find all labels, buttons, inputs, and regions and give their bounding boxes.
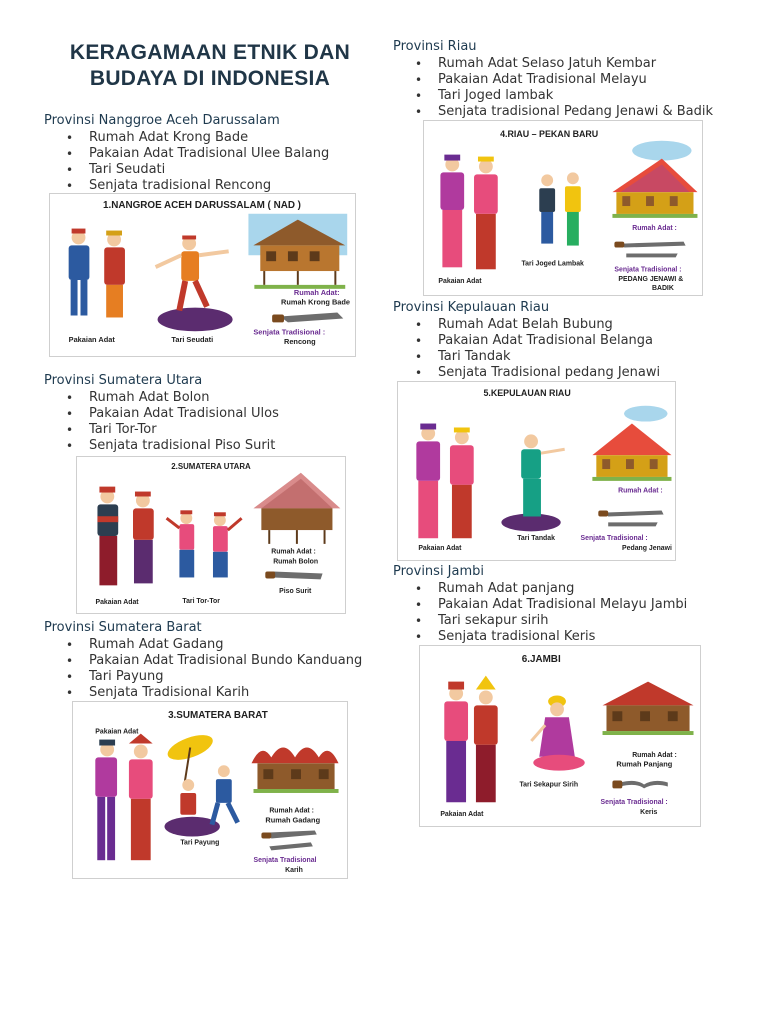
tari-caption: Tari Seudati <box>171 335 214 345</box>
weapon-icon <box>272 313 343 323</box>
rumah-label: Rumah Adat: <box>293 287 340 297</box>
traditional-costume-figure <box>416 424 473 539</box>
list-item: • Senjata tradisional Keris <box>415 629 687 645</box>
section-sumatera-barat <box>44 620 362 701</box>
dancer-figure <box>531 695 584 770</box>
section-riau <box>393 39 713 120</box>
aceh-illustration <box>49 193 356 357</box>
rumah-caption: Rumah Bolon <box>273 558 319 566</box>
sumbar-illustration-graphic <box>73 702 347 878</box>
dancer-figure <box>539 172 581 245</box>
tari-caption: Tari Tor-Tor <box>182 598 220 606</box>
senjata-caption: Rencong <box>283 337 316 347</box>
weapon-icon <box>614 242 685 258</box>
jambi-illustration-graphic <box>420 646 700 826</box>
senjata-label: Senjata Tradisional : <box>580 535 648 543</box>
list-item: • Pakaian Adat Tradisional Ulos <box>66 406 279 422</box>
list-item: • Pakaian Adat Tradisional Melayu <box>415 72 713 88</box>
list-item: • Senjata tradisional Pedang Jenawi & Badik <box>415 104 713 120</box>
aceh-illustration-graphic <box>50 194 355 356</box>
dancer-figure <box>501 434 564 531</box>
rumah-caption: Rumah Krong Bade <box>281 297 351 307</box>
province-list <box>415 581 687 645</box>
rumah-label: Rumah Adat : <box>269 807 314 815</box>
list-item: • Rumah Adat panjang <box>415 581 687 597</box>
list-item: • Senjata Tradisional Karih <box>66 685 362 701</box>
traditional-costume-figure <box>95 734 152 861</box>
province-heading: Provinsi Sumatera Utara <box>44 373 203 388</box>
list-item: • Senjata Tradisional pedang Jenawi <box>415 365 660 381</box>
list-item: • Senjata tradisional Piso Surit <box>66 438 279 454</box>
pakaian-caption: Pakaian Adat <box>95 599 139 607</box>
list-item: • Rumah Adat Gadang <box>66 637 362 653</box>
province-heading: Provinsi Sumatera Barat <box>44 620 202 635</box>
riau-illustration <box>423 120 703 296</box>
senjata-caption: Karih <box>285 867 303 875</box>
section-sumatera-utara <box>44 373 279 454</box>
senjata-label: Senjata Tradisional <box>253 857 317 865</box>
list-item: • Tari Tandak <box>415 349 660 365</box>
traditional-costume-figure <box>444 676 497 803</box>
senjata-label: Senjata Tradisional : <box>253 327 326 337</box>
list-item: • Rumah Adat Bolon <box>66 390 279 406</box>
list-item: • Pakaian Adat Tradisional Ulee Balang <box>66 146 329 162</box>
list-item: • Tari Payung <box>66 669 362 685</box>
weapon-icon <box>598 511 663 527</box>
senjata-label: Senjata Tradisional : <box>600 799 668 807</box>
page-title-line-2: BUDAYA DI INDONESIA <box>89 67 331 90</box>
list-item: • Rumah Adat Selaso Jatuh Kembar <box>415 56 713 72</box>
list-item: • Pakaian Adat Tradisional Bundo Kanduang <box>66 653 362 669</box>
senjata-caption: Keris <box>640 809 658 817</box>
illustration-title: 2.SUMATERA UTARA <box>171 461 251 471</box>
page-title <box>40 40 380 92</box>
traditional-house-illustration <box>253 473 340 544</box>
sumut-illustration <box>76 456 346 614</box>
senjata-label: Senjata Tradisional : <box>614 266 682 274</box>
illustration-title: 4.RIAU – PEKAN BARU <box>500 128 599 139</box>
list-item: • Tari Tor-Tor <box>66 422 279 438</box>
senjata-caption-line-2: BADIK <box>651 285 674 293</box>
section-aceh <box>44 113 329 194</box>
province-list <box>415 56 713 120</box>
section-jambi <box>393 564 687 645</box>
illustration-title: 1.NANGROE ACEH DARUSSALAM ( NAD ) <box>103 199 301 211</box>
province-list <box>66 390 279 454</box>
pakaian-caption: Pakaian Adat <box>438 278 482 286</box>
dancer-figure <box>156 235 233 331</box>
rumah-caption: Rumah Panjang <box>616 759 673 769</box>
list-item: • Pakaian Adat Tradisional Belanga <box>415 333 660 349</box>
weapon-icon <box>265 572 322 580</box>
pakaian-caption: Pakaian Adat <box>95 728 139 736</box>
rumah-label: Rumah Adat : <box>271 548 316 556</box>
rumah-caption: Rumah Gadang <box>265 815 321 825</box>
senjata-caption: Piso Surit <box>279 588 312 596</box>
jambi-illustration <box>419 645 701 827</box>
traditional-house-illustration <box>612 141 697 218</box>
traditional-costume-figure <box>69 229 125 318</box>
traditional-house-illustration <box>592 406 671 481</box>
list-item: • Tari Seudati <box>66 162 329 178</box>
tari-caption: Tari Sekapur Sirih <box>519 781 579 789</box>
kepri-illustration-graphic <box>398 382 675 560</box>
traditional-house-illustration <box>252 747 339 792</box>
tari-caption: Tari Tandak <box>517 535 555 543</box>
sumbar-illustration <box>72 701 348 879</box>
illustration-title: 6.JAMBI <box>521 653 561 665</box>
list-item: • Tari sekapur sirih <box>415 613 687 629</box>
province-list <box>415 317 660 381</box>
rumah-label: Rumah Adat : <box>632 224 677 232</box>
dancer-figure <box>167 510 242 577</box>
tari-caption: Tari Payung <box>180 839 220 847</box>
senjata-caption: Pedang Jenawi <box>622 545 672 553</box>
pakaian-caption: Pakaian Adat <box>440 811 484 819</box>
traditional-costume-figure <box>97 487 153 586</box>
province-heading: Provinsi Nanggroe Aceh Darussalam <box>44 113 280 128</box>
rumah-label: Rumah Adat : <box>618 487 663 495</box>
traditional-house-illustration <box>603 682 694 735</box>
traditional-costume-figure <box>440 155 497 270</box>
province-heading: Provinsi Jambi <box>393 564 485 579</box>
section-kepulauan-riau <box>393 300 660 381</box>
senjata-caption: PEDANG JENAWI & <box>618 276 684 284</box>
list-item: • Rumah Adat Krong Bade <box>66 130 329 146</box>
kepri-illustration <box>397 381 676 561</box>
province-list <box>66 130 329 194</box>
list-item: • Rumah Adat Belah Bubung <box>415 317 660 333</box>
weapon-icon <box>612 781 667 789</box>
illustration-title: 5.KEPULAUAN RIAU <box>483 387 571 398</box>
pakaian-caption: Pakaian Adat <box>418 545 462 553</box>
weapon-icon <box>261 831 316 851</box>
province-heading: Provinsi Riau <box>393 39 477 54</box>
traditional-house-illustration <box>248 214 347 289</box>
page-title-line-1: KERAGAMAAN ETNIK DAN <box>69 41 351 64</box>
illustration-title: 3.SUMATERA BARAT <box>168 709 268 721</box>
tari-caption: Tari Joged Lambak <box>521 260 584 268</box>
province-heading: Provinsi Kepulauan Riau <box>393 300 550 315</box>
province-list <box>66 637 362 701</box>
rumah-label: Rumah Adat : <box>632 751 677 759</box>
pakaian-caption: Pakaian Adat <box>68 335 115 345</box>
list-item: • Tari Joged lambak <box>415 88 713 104</box>
sumut-illustration-graphic <box>77 457 345 613</box>
riau-illustration-graphic <box>424 121 702 295</box>
umbrella-dancer-figure <box>165 730 238 836</box>
list-item: • Senjata tradisional Rencong <box>66 178 329 194</box>
list-item: • Pakaian Adat Tradisional Melayu Jambi <box>415 597 687 613</box>
